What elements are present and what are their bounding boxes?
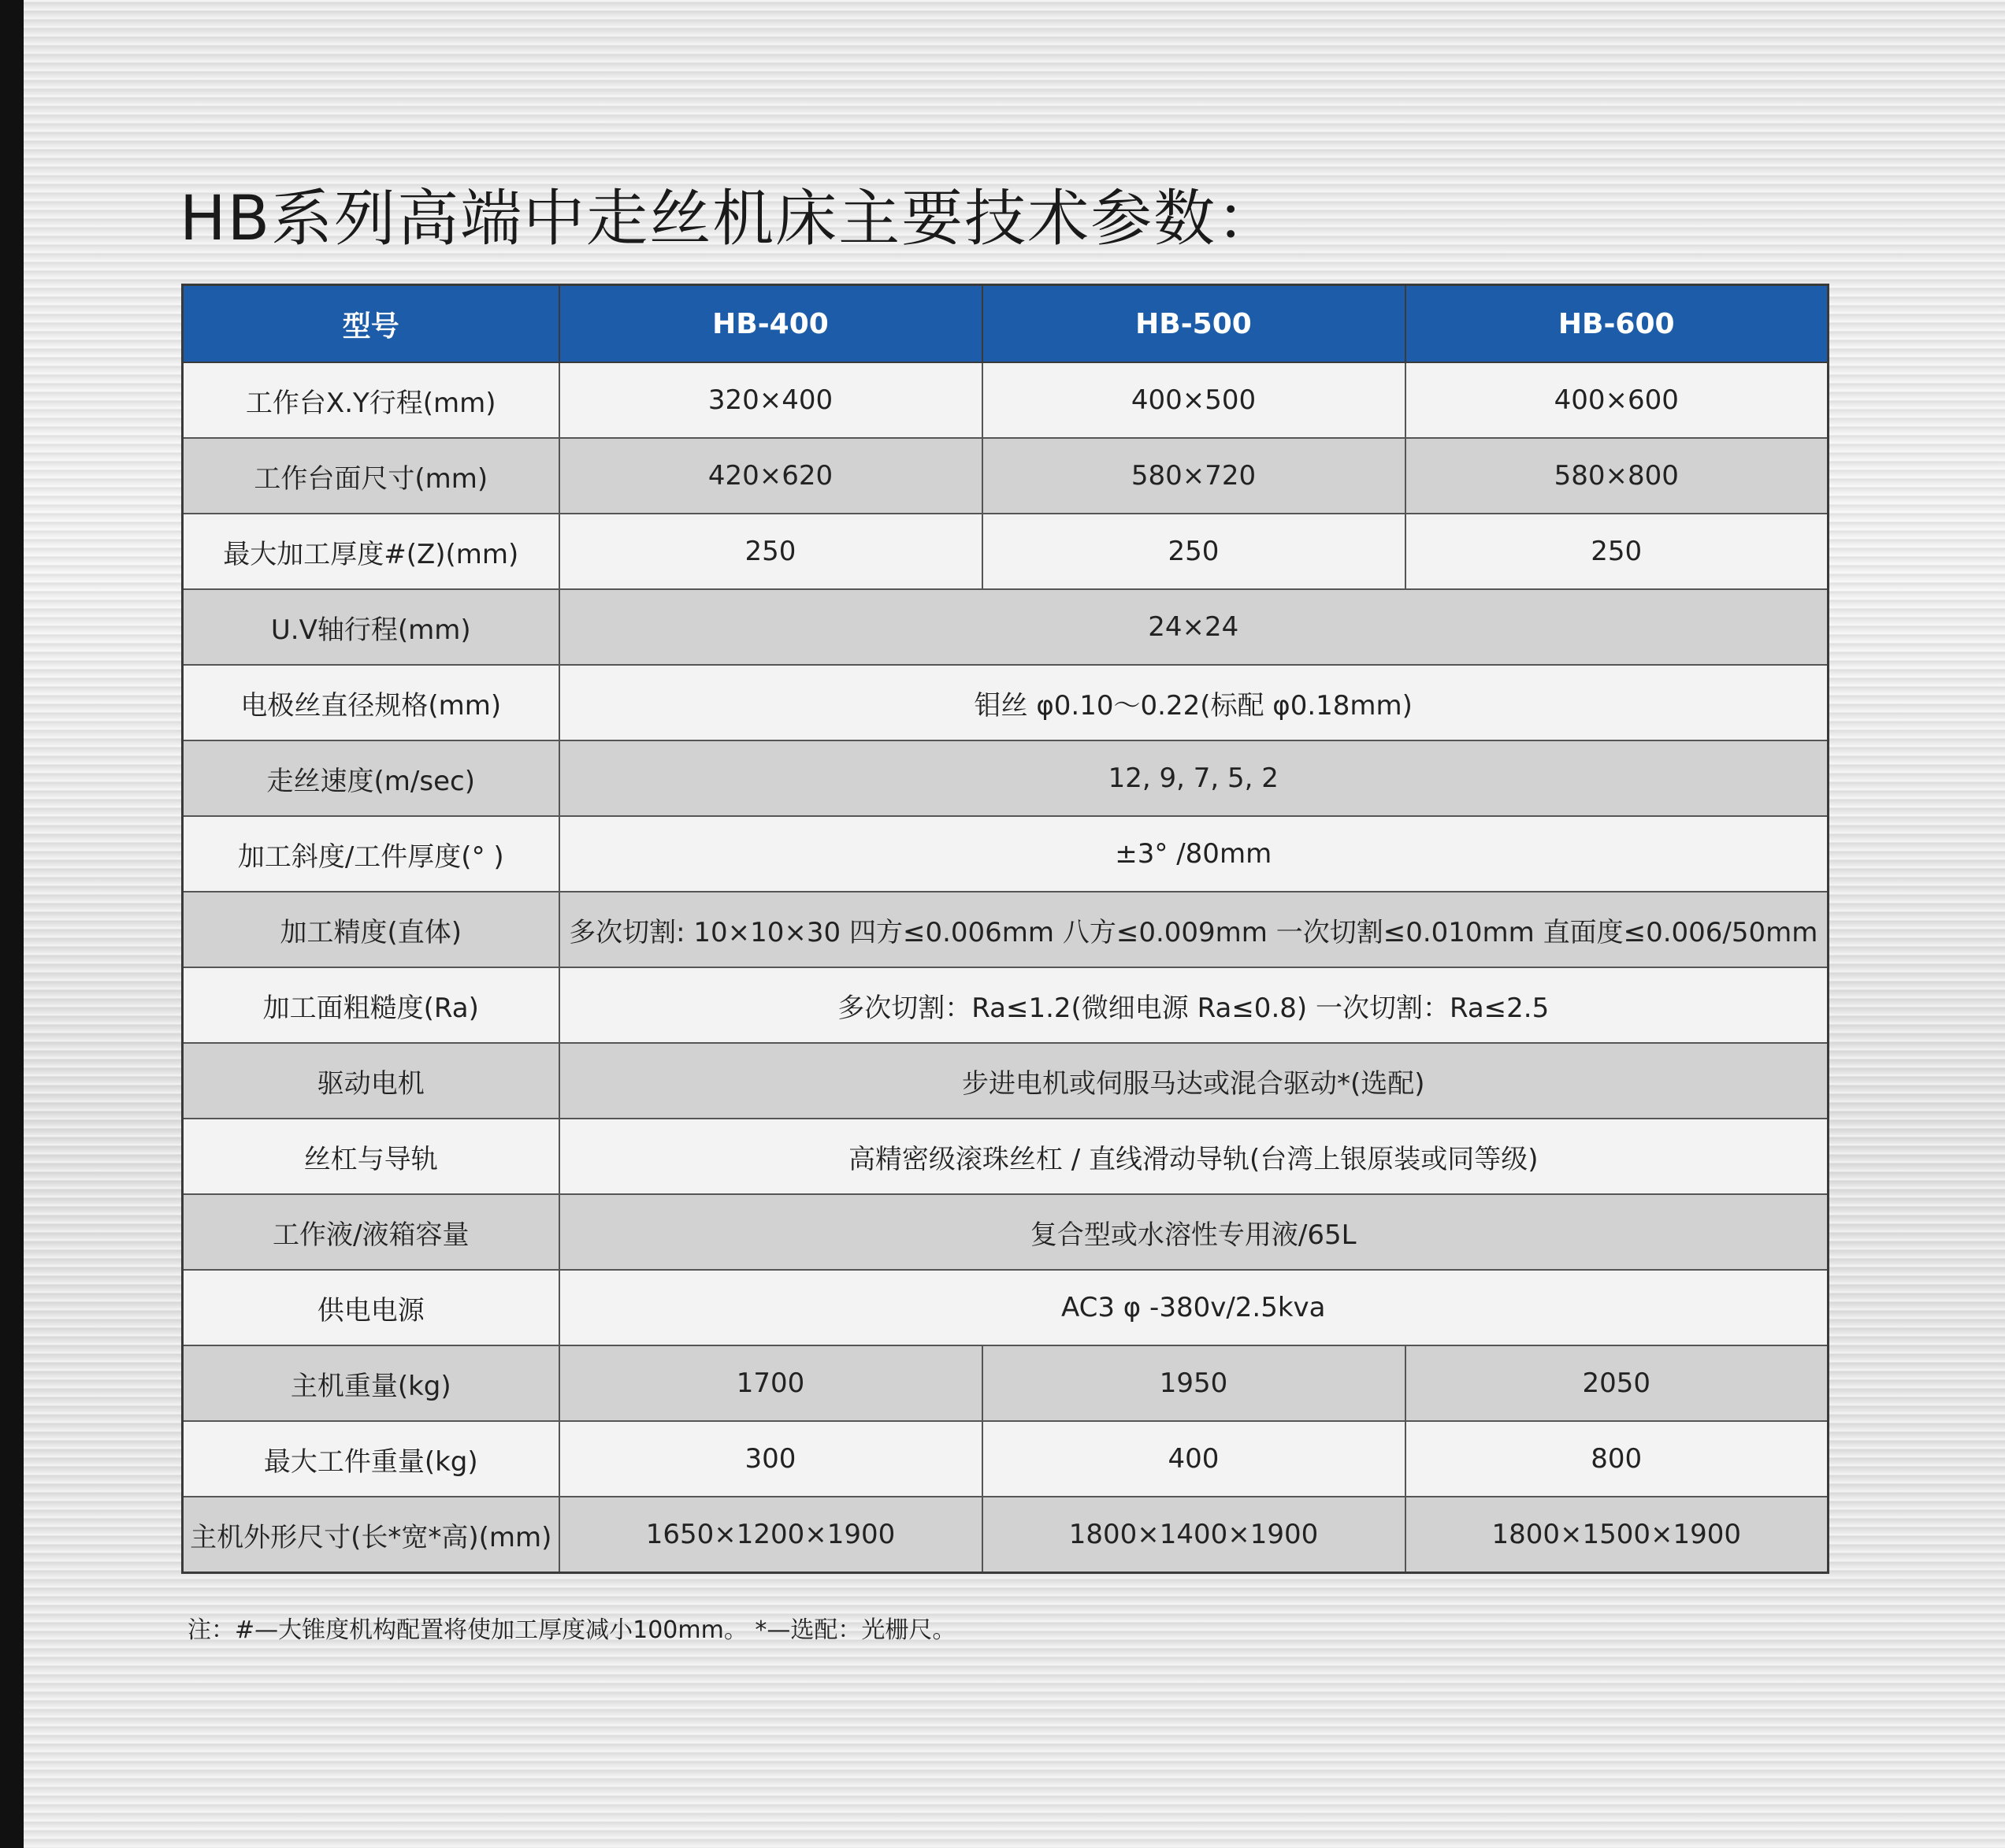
table-header-row [183, 285, 1829, 363]
table-cell: 400×500 [982, 362, 1405, 438]
row-label: 丝杠与导轨 [183, 1119, 559, 1194]
table-row [183, 1497, 1829, 1573]
table-cell-merged: AC3 φ -380v/2.5kva [559, 1270, 1829, 1345]
table-cell-merged: 高精密级滚珠丝杠 / 直线滑动导轨(台湾上银原装或同等级) [559, 1119, 1829, 1194]
table-row [183, 1194, 1829, 1270]
table-cell: 1650×1200×1900 [559, 1497, 982, 1573]
table-cell-merged: 多次切割：Ra≤1.2(微细电源 Ra≤0.8) 一次切割：Ra≤2.5 [559, 967, 1829, 1043]
table-cell: 400×600 [1405, 362, 1829, 438]
page-title: HB系列高端中走丝机床主要技术参数： [180, 184, 1280, 254]
row-label: 工作液/液箱容量 [183, 1194, 559, 1270]
table-cell: 250 [1405, 514, 1829, 589]
row-label: 主机重量(kg) [183, 1345, 559, 1421]
header-hb-400: HB-400 [559, 285, 982, 363]
row-label: 最大工件重量(kg) [183, 1421, 559, 1497]
table-cell-merged: ±3° /80mm [559, 816, 1829, 892]
row-label: 电极丝直径规格(mm) [183, 665, 559, 740]
table-row [183, 740, 1829, 816]
table-cell-merged: 24×24 [559, 589, 1829, 665]
row-label: 走丝速度(m/sec) [183, 740, 559, 816]
table-row [183, 362, 1829, 438]
spec-table [181, 284, 1829, 1574]
table-cell: 2050 [1405, 1345, 1829, 1421]
header-model: 型号 [183, 285, 559, 363]
table-cell: 800 [1405, 1421, 1829, 1497]
footnote: 注：#—大锥度机构配置将使加工厚度减小100mm。 *—选配：光栅尺。 [188, 1616, 956, 1644]
table-cell: 1800×1500×1900 [1405, 1497, 1829, 1573]
table-cell: 1700 [559, 1345, 982, 1421]
table-row [183, 665, 1829, 740]
table-cell: 400 [982, 1421, 1405, 1497]
table-cell: 420×620 [559, 438, 982, 514]
row-label: 驱动电机 [183, 1043, 559, 1119]
table-row [183, 514, 1829, 589]
table-cell: 300 [559, 1421, 982, 1497]
table-cell-merged: 多次切割: 10×10×30 四方≤0.006mm 八方≤0.009mm 一次切割≤0.010mm 直面度≤0.006/50mm [559, 892, 1829, 967]
table-row [183, 589, 1829, 665]
header-hb-500: HB-500 [982, 285, 1405, 363]
table-cell: 320×400 [559, 362, 982, 438]
table-row [183, 967, 1829, 1043]
table-row [183, 892, 1829, 967]
table-cell: 250 [559, 514, 982, 589]
row-label: 最大加工厚度#(Z)(mm) [183, 514, 559, 589]
table-cell: 250 [982, 514, 1405, 589]
table-row [183, 1421, 1829, 1497]
table-row [183, 1043, 1829, 1119]
row-label: 加工精度(直体) [183, 892, 559, 967]
left-edge-bar [0, 0, 24, 1848]
table-row [183, 438, 1829, 514]
table-row [183, 1345, 1829, 1421]
table-cell: 1800×1400×1900 [982, 1497, 1405, 1573]
row-label: 加工面粗糙度(Ra) [183, 967, 559, 1043]
table-cell: 580×720 [982, 438, 1405, 514]
table-cell-merged: 步进电机或伺服马达或混合驱动*(选配) [559, 1043, 1829, 1119]
table-cell-merged: 钼丝 φ0.10～0.22(标配 φ0.18mm) [559, 665, 1829, 740]
table-cell-merged: 复合型或水溶性专用液/65L [559, 1194, 1829, 1270]
table-row [183, 1270, 1829, 1345]
row-label: 工作台面尺寸(mm) [183, 438, 559, 514]
row-label: 供电电源 [183, 1270, 559, 1345]
row-label: U.V轴行程(mm) [183, 589, 559, 665]
row-label: 工作台X.Y行程(mm) [183, 362, 559, 438]
table-row [183, 1119, 1829, 1194]
header-hb-600: HB-600 [1405, 285, 1829, 363]
row-label: 加工斜度/工件厚度(° ) [183, 816, 559, 892]
table-row [183, 816, 1829, 892]
table-cell-merged: 12, 9, 7, 5, 2 [559, 740, 1829, 816]
row-label: 主机外形尺寸(长*宽*高)(mm) [183, 1497, 559, 1573]
table-cell: 1950 [982, 1345, 1405, 1421]
table-cell: 580×800 [1405, 438, 1829, 514]
